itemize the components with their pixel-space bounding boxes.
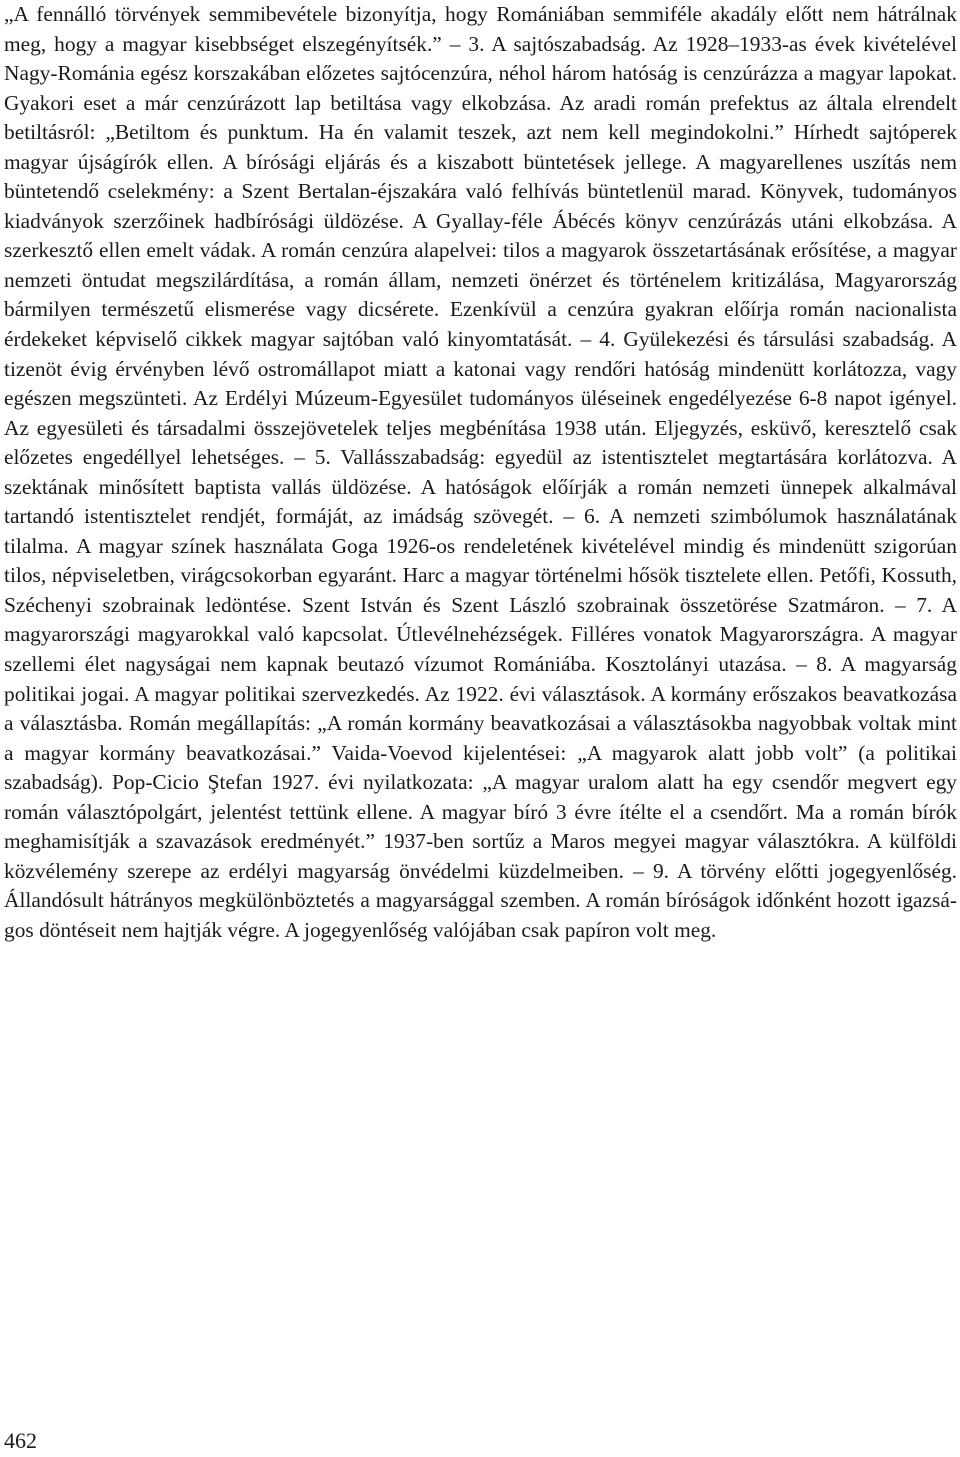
- body-paragraph: „A fennálló törvények semmibevétele bizonyítja, hogy Romániában semmiféle akadály előtt nem hátrálnak meg, hogy a magyar kisebbséget elszegényítsék.” – 3. A sajtószabadság. Az 1928–1933-as évek kivételével Nagy-Románia egész korszakában előzetes sajtócenzúra, néhol három hatóság is cenzúrázza a magyar lapokat. Gyakori eset a már cenzúrázott lap betiltása vagy elkobzása. Az aradi román prefektus az általa elrendelt betiltásról: „Betiltom és punktum. Ha én valamit teszek, azt nem kell megindokolni.” Hírhedt sajtóperek magyar újságírók ellen. A bírósági eljárás és a kiszabott büntetések jellege. A magyarellenes uszítás nem büntetendő cselekmény: a Szent Bertalan-éjszakára való felhívás büntetlenül marad. Könyvek, tudományos kiadványok szerzőinek hadbírósági üldözése. A Gyallay-féle Ábécés könyv cenzúrázás utáni elkobzása. A szerkesztő ellen emelt vádak. A román cenzúra alapelvei: tilos a magyarok összetartásának erősítése, a magyar nemzeti öntudat megszilárdítása, a román állam, nemzeti önérzet és történelem kritizálása, Magyarország bármilyen természetű elismerése vagy dicsérete. Ezenkívül a cenzúra gyakran előírja román nacionalista érdekeket képviselő cikkek magyar sajtóban való kinyomtatását. – 4. Gyülekezési és társulási szabadság. A tizenöt évig érvényben lévő ostromállapot miatt a katonai vagy rendőri hatóság mindenütt korlátozza, vagy egészen megszünteti. Az Erdélyi Múzeum-Egyesület tudományos üléseinek engedélyezése 6-8 napot igényel. Az egyesületi és társadalmi összejövetelek teljes megbénítása 1938 után. Eljegyzés, esküvő, keresztelő csak előzetes engedéllyel lehetséges. – 5. Vallásszabadság: egyedül az istentisztelet megtartására korlátozva. A szektának minősített baptista vallás üldözése. A hatóságok előírják a román nemzeti ünnepek alkalmával tartandó istentisztelet rendjét, formáját, az imádság szövegét. – 6. A nemzeti szimbólumok használatának tilalma. A magyar színek használata Goga 1926-os rendeletének kivételével mindig és mindenütt szigorúan tilos, népviseletben, virágcsokorban egyaránt. Harc a magyar történelmi hősök tisztelete ellen. Petőfi, Kossuth, Széchenyi szobrainak ledöntése. Szent István és Szent László szobrainak összetörése Szatmáron. – 7. A magyarországi magyarokkal való kapcsolat. Útlevélnehézségek. Filléres vonatok Magyarországra. A magyar szellemi élet nagyságai nem kapnak beutazó vízumot Romániába. Kosztolányi utazása. – 8. A magyarság politikai jogai. A magyar politikai szervezkedés. Az 1922. évi választások. A kormány erőszakos beavatkozása a választásba. Román megállapítás: „A román kormány beavatkozásai a választásokba nagyobbak voltak mint a magyar kormány beavatkozásai.” Vaida-Voevod kijelentései: „A magyarok alatt jobb volt” (a politikai szabadság). Pop-Cicio Ştefan 1927. évi nyilatkozata: „A magyar uralom alatt ha egy csendőr megvert egy román választópolgárt, jelentést tettünk ellene. A magyar bíró 3 évre ítélte el a csendőrt. Ma a román bírók meghamisítják a szavazások eredményét.” 1937-ben sortűz a Maros megyei magyar választókra. A külföldi közvélemény szerepe az erdélyi magyarság önvédelmi küzdelmeiben. – 9. A törvény előtti jogegyenlőség. Állandósult hátrányos megkülönböztetés a magyarsággal szemben. A román bíróságok időnként hozott igazságos döntéseit nem hajtják végre. A jogegyenlőség valójában csak papíron volt meg.: [4, 2, 957, 942]
- page-number: 462: [4, 1428, 37, 1453]
